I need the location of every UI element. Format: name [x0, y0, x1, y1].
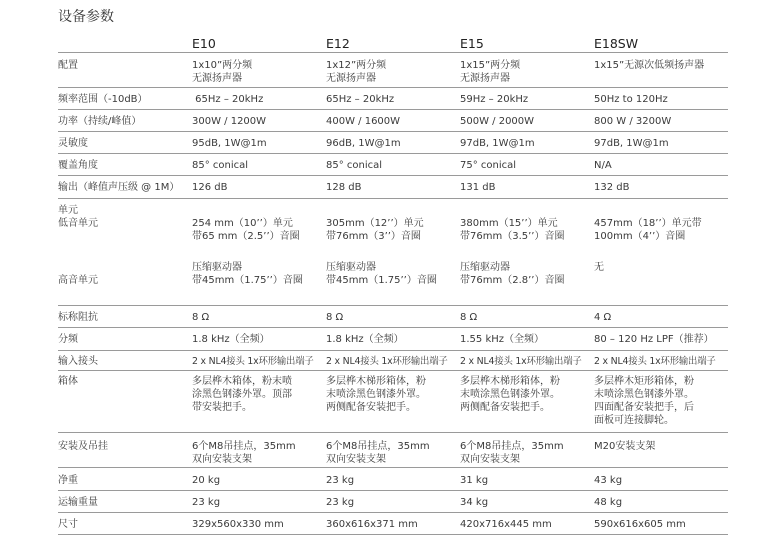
table-cell — [326, 52, 460, 87]
cell-line: 457mm（18’’）单元带 — [594, 217, 702, 229]
table-cell: 50Hz to 120Hz — [594, 87, 728, 109]
cell-line: 带76mm（3’’）音圈 — [326, 230, 421, 242]
row-label: 净重 — [58, 467, 192, 490]
table-cell — [460, 432, 594, 467]
cell-line: 1x15”两分频 — [460, 59, 521, 71]
cell-line: 末喷涂黑色钢漆外罩。 — [326, 388, 426, 400]
table-cell: 34 kg — [460, 490, 594, 512]
row-label: 覆盖角度 — [58, 153, 192, 175]
cell-line: 带76mm（3.5’’）音圈 — [460, 230, 565, 242]
table-cell: 85° conical — [326, 153, 460, 175]
cell-line: 6个M8吊挂点，35mm — [192, 440, 296, 452]
table-cell: 420x716x445 mm — [460, 512, 594, 534]
table-row — [58, 327, 728, 350]
table-cell — [326, 432, 460, 467]
table-cell — [192, 52, 326, 87]
cell-line: 无 — [594, 261, 604, 273]
table-cell: 590x616x605 mm — [594, 512, 728, 534]
row-label: 安装及吊挂 — [58, 432, 192, 467]
cell-line: 四面配备安装把手，后 — [594, 401, 694, 413]
cell-line: 带45mm（1.75’’）音圈 — [192, 274, 303, 286]
table-cell: 65Hz – 20kHz — [326, 87, 460, 109]
table-cell: 128 dB — [326, 175, 460, 198]
row-label: 配置 — [58, 52, 192, 87]
row-label: 功率（持续/峰值） — [58, 109, 192, 131]
cell-line: 100mm（4’’）音圈 — [594, 230, 686, 242]
row-label: 箱体 — [58, 370, 192, 432]
table-cell: 2 x NL4接头 1x环形输出端子 — [192, 350, 326, 370]
table-cell: 23 kg — [326, 467, 460, 490]
cell-line: 末喷涂黑色钢漆外罩。 — [460, 388, 560, 400]
table-row — [58, 52, 728, 87]
table-row — [58, 490, 728, 512]
cell-line: 带安装把手。 — [192, 401, 252, 413]
table-cell: 23 kg — [192, 490, 326, 512]
table-cell: 8 Ω — [192, 305, 326, 327]
table-cell: 126 dB — [192, 175, 326, 198]
table-cell: 95dB, 1W@1m — [192, 131, 326, 153]
row-label: 灵敏度 — [58, 131, 192, 153]
cell-line: 1x10”两分频 — [192, 59, 253, 71]
table-cell: 131 dB — [460, 175, 594, 198]
table-cell: 48 kg — [594, 490, 728, 512]
cell-line: 多层桦木矩形箱体，粉 — [594, 375, 694, 387]
table-cell: 2 x NL4接头 1x环形输出端子 — [326, 350, 460, 370]
table-cell: 8 Ω — [460, 305, 594, 327]
header-model-e12: E12 — [326, 36, 350, 51]
table-cell: 1.8 kHz（全频） — [326, 327, 460, 350]
table-cell: 2 x NL4接头 1x环形输出端子 — [460, 350, 594, 370]
cell-line: 多层桦木梯形箱体，粉 — [460, 375, 560, 387]
table-cell: 300W / 1200W — [192, 109, 326, 131]
page-title: 设备参数 — [58, 9, 114, 25]
cell-line: 带65 mm（2.5’’）音圈 — [192, 230, 300, 242]
table-cell: 400W / 1600W — [326, 109, 460, 131]
cell-line: 压缩驱动器 — [192, 261, 242, 273]
row-label: 输出（峰值声压级 @ 1M） — [58, 175, 192, 198]
row-label: 标称阻抗 — [58, 305, 192, 327]
table-cell — [192, 370, 326, 432]
table-cell: 20 kg — [192, 467, 326, 490]
cell-line: 1x12”两分频 — [326, 59, 387, 71]
cell-line: 末喷涂黑色钢漆外罩。 — [594, 388, 694, 400]
cell-line: 双向安装支架 — [192, 453, 252, 465]
cell-line: 带76mm（2.8’’）音圈 — [460, 274, 565, 286]
table-cell — [460, 198, 594, 305]
table-row — [58, 432, 728, 467]
table-cell: 97dB, 1W@1m — [594, 131, 728, 153]
cell-line: 6个M8吊挂点，35mm — [460, 440, 564, 452]
cell-line: 涂黑色钢漆外罩。顶部 — [192, 388, 292, 400]
table-row — [58, 467, 728, 490]
cell-line: 两侧配备安装把手。 — [460, 401, 550, 413]
cell-line: 无源扬声器 — [192, 72, 242, 84]
cell-line: 压缩驱动器 — [460, 261, 510, 273]
row-sublabel-hf: 高音单元 — [58, 274, 98, 286]
header-cell — [58, 29, 192, 52]
cell-line: 1x15”无源次低频扬声器 — [594, 59, 705, 71]
table-cell: 31 kg — [460, 467, 594, 490]
table-cell: 800 W / 3200W — [594, 109, 728, 131]
header-model-e10: E10 — [192, 36, 216, 51]
spec-table — [58, 29, 728, 535]
cell-line: M20安装支架 — [594, 440, 656, 452]
cell-line: 无源扬声器 — [460, 72, 510, 84]
table-header-row — [58, 29, 728, 52]
row-label: 输入接头 — [58, 350, 192, 370]
table-cell: 500W / 2000W — [460, 109, 594, 131]
table-cell — [460, 52, 594, 87]
cell-line: 带45mm（1.75’’）音圈 — [326, 274, 437, 286]
table-row — [58, 305, 728, 327]
cell-line: 无源扬声器 — [326, 72, 376, 84]
row-label — [58, 198, 192, 305]
cell-line: 6个M8吊挂点，35mm — [326, 440, 430, 452]
header-model-e18sw: E18SW — [594, 36, 639, 51]
cell-line: 面板可连接脚轮。 — [594, 414, 674, 426]
table-row — [58, 370, 728, 432]
table-row — [58, 198, 728, 305]
table-cell: 43 kg — [594, 467, 728, 490]
table-row — [58, 512, 728, 534]
row-label-unit: 单元 — [58, 204, 78, 216]
table-cell: 75° conical — [460, 153, 594, 175]
table-row — [58, 175, 728, 198]
cell-line: 双向安装支架 — [326, 453, 386, 465]
table-cell — [192, 432, 326, 467]
cell-line: 多层桦木梯形箱体，粉 — [326, 375, 426, 387]
row-label: 频率范围（-10dB） — [58, 87, 192, 109]
cell-line: 380mm（15’’）单元 — [460, 217, 558, 229]
table-row — [58, 109, 728, 131]
table-cell — [460, 370, 594, 432]
table-cell — [594, 52, 728, 87]
table-cell — [326, 198, 460, 305]
cell-line: 两侧配备安装把手。 — [326, 401, 416, 413]
table-cell: 2 x NL4接头 1x环形输出端子 — [594, 350, 728, 370]
table-row — [58, 153, 728, 175]
table-cell — [594, 370, 728, 432]
table-cell: 360x616x371 mm — [326, 512, 460, 534]
table-cell: 329x560x330 mm — [192, 512, 326, 534]
table-cell: 23 kg — [326, 490, 460, 512]
table-row — [58, 131, 728, 153]
table-cell: 97dB, 1W@1m — [460, 131, 594, 153]
table-cell — [192, 198, 326, 305]
table-row — [58, 87, 728, 109]
table-cell — [326, 370, 460, 432]
table-cell: 8 Ω — [326, 305, 460, 327]
table-cell: 80 – 120 Hz LPF（推荐） — [594, 327, 728, 350]
header-model-e15: E15 — [460, 36, 484, 51]
cell-line: 305mm（12’’）单元 — [326, 217, 424, 229]
table-cell: 132 dB — [594, 175, 728, 198]
cell-line: 多层桦木箱体，粉末喷 — [192, 375, 292, 387]
row-label: 运输重量 — [58, 490, 192, 512]
row-label: 分频 — [58, 327, 192, 350]
row-sublabel-lf: 低音单元 — [58, 217, 98, 229]
cell-line: 双向安装支架 — [460, 453, 520, 465]
table-cell: 96dB, 1W@1m — [326, 131, 460, 153]
row-label: 尺寸 — [58, 512, 192, 534]
table-cell: 1.8 kHz（全频） — [192, 327, 326, 350]
table-cell: 65Hz – 20kHz — [192, 87, 326, 109]
table-cell: 4 Ω — [594, 305, 728, 327]
table-cell: 85° conical — [192, 153, 326, 175]
table-row — [58, 350, 728, 370]
cell-line: 254 mm（10’’）单元 — [192, 217, 293, 229]
cell-line: 压缩驱动器 — [326, 261, 376, 273]
table-cell: 59Hz – 20kHz — [460, 87, 594, 109]
table-cell — [594, 432, 728, 467]
table-cell: 1.55 kHz（全频） — [460, 327, 594, 350]
table-cell — [594, 198, 728, 305]
table-cell: N/A — [594, 153, 728, 175]
